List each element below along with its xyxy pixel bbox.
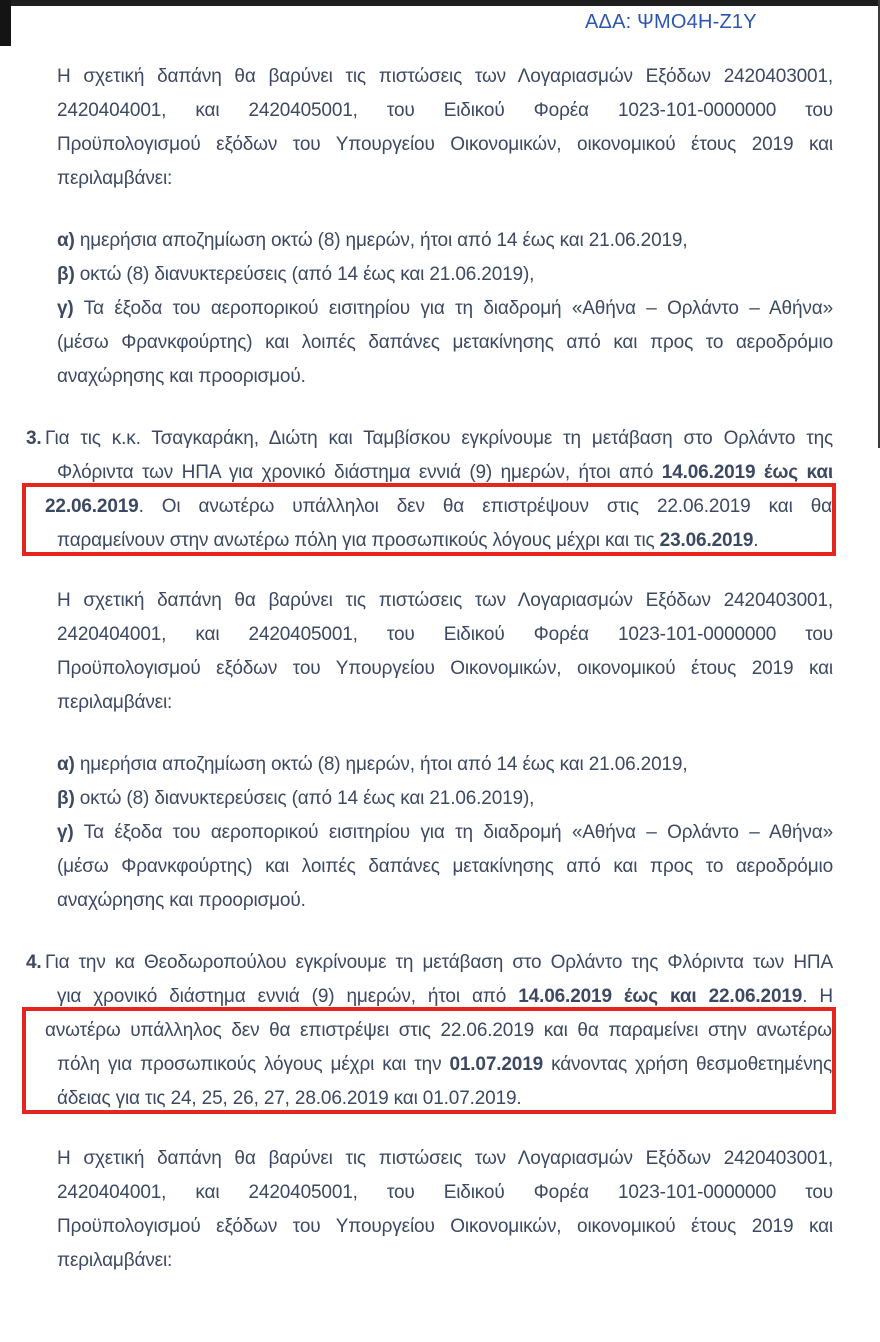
expense-paragraph-3: [57, 1142, 833, 1278]
text-line: Προϋπολογισμού εξόδων του Υπουργείου Οικονομικών, οικονομικού έτους 2019 και: [57, 134, 833, 155]
text-line: (μέσω Φρανκφούρτης) και λοιπές δαπάνες μετακίνησης από και προς το αεροδρόμιο: [57, 332, 833, 353]
red-highlight-box: [22, 483, 836, 556]
decision-item-4: [26, 946, 833, 1114]
text-line: Για τις κ.κ. Τσαγκαράκη, Διώτη και Ταμβίσκου εγκρίνουμε τη μετάβαση στο Ορλάντο της: [45, 428, 833, 449]
decision-item-3: [26, 422, 833, 556]
bold-text-run: 14.06.2019 έως και 22.06.2019: [518, 986, 803, 1007]
text-line: περιλαμβάνει:: [57, 168, 173, 189]
bold-text-run: β): [57, 264, 75, 285]
text-line: 22.06.2019. Οι ανωτέρω υπάλληλοι δεν θα επιστρέψουν στις 22.06.2019 και θα: [45, 496, 832, 517]
item-number: 3.: [26, 428, 42, 449]
text-line: Φλόριντα των ΗΠΑ για χρονικό διάστημα εννιά (9) ημερών, ήτοι από 14.06.2019 έως και: [57, 462, 833, 483]
item-number: 4.: [26, 952, 42, 973]
expense-paragraph-2: [57, 584, 833, 720]
bold-text-run: γ): [57, 298, 74, 319]
text-line: 2420404001, και 2420405001, του Ειδικού Φορέα 1023-101-0000000 του: [57, 624, 833, 645]
text-line: β) οκτώ (8) διανυκτερεύσεις (από 14 έως και 21.06.2019),: [57, 788, 535, 809]
text-line: περιλαμβάνει:: [57, 1250, 173, 1271]
bold-text-run: α): [57, 754, 75, 775]
bold-text-run: 22.06.2019: [45, 496, 139, 517]
ada-reference: ΑΔΑ: ΨΜΟ4Η-Ζ1Υ: [585, 11, 757, 33]
expense-paragraph-1: [57, 60, 833, 196]
bold-text-run: β): [57, 788, 75, 809]
text-line: β) οκτώ (8) διανυκτερεύσεις (από 14 έως και 21.06.2019),: [57, 264, 535, 285]
text-line: αναχώρησης και προορισμού.: [57, 890, 306, 911]
text-line: 2420404001, και 2420405001, του Ειδικού Φορέα 1023-101-0000000 του: [57, 100, 833, 121]
text-line: άδειας για τις 24, 25, 26, 27, 28.06.2019 και 01.07.2019.: [57, 1088, 522, 1109]
bold-text-run: 23.06.2019: [659, 530, 754, 551]
text-line: γ) Τα έξοδα του αεροπορικού εισιτηρίου για τη διαδρομή «Αθήνα – Ορλάντο – Αθήνα»: [57, 298, 833, 319]
text-line: για χρονικό διάστημα εννιά (9) ημερών, ήτοι από 14.06.2019 έως και 22.06.2019. Η: [57, 986, 833, 1007]
expense-items-list-1: [57, 224, 833, 394]
text-line: Για την κα Θεοδωροπούλου εγκρίνουμε τη μετάβαση στο Ορλάντο της Φλόριντα των ΗΠΑ: [45, 952, 833, 973]
text-line: Προϋπολογισμού εξόδων του Υπουργείου Οικονομικών, οικονομικού έτους 2019 και: [57, 658, 833, 679]
text-line: ανωτέρω υπάλληλος δεν θα επιστρέψει στις 22.06.2019 και θα παραμείνει στην ανωτέρω: [45, 1020, 832, 1041]
text-line: Προϋπολογισμού εξόδων του Υπουργείου Οικονομικών, οικονομικού έτους 2019 και: [57, 1216, 833, 1237]
text-line: γ) Τα έξοδα του αεροπορικού εισιτηρίου για τη διαδρομή «Αθήνα – Ορλάντο – Αθήνα»: [57, 822, 833, 843]
text-line: α) ημερήσια αποζημίωση οκτώ (8) ημερών, ήτοι από 14 έως και 21.06.2019,: [57, 230, 688, 251]
text-line: (μέσω Φρανκφούρτης) και λοιπές δαπάνες μετακίνησης από και προς το αεροδρόμιο: [57, 856, 833, 877]
text-line: Η σχετική δαπάνη θα βαρύνει τις πιστώσεις των Λογαριασμών Εξόδων 2420403001,: [57, 1148, 833, 1169]
text-line: παραμείνουν στην ανωτέρω πόλη για προσωπικούς λόγους μέχρι και τις 23.06.2019.: [57, 530, 759, 551]
bold-text-run: 14.06.2019 έως και: [661, 462, 833, 483]
text-line: Η σχετική δαπάνη θα βαρύνει τις πιστώσεις των Λογαριασμών Εξόδων 2420403001,: [57, 66, 833, 87]
text-line: α) ημερήσια αποζημίωση οκτώ (8) ημερών, ήτοι από 14 έως και 21.06.2019,: [57, 754, 688, 775]
text-line: αναχώρησης και προορισμού.: [57, 366, 306, 387]
text-line: πόλη για προσωπικούς λόγους μέχρι και την 01.07.2019 κάνοντας χρήση θεσμοθετημένης: [57, 1054, 832, 1075]
text-line: περιλαμβάνει:: [57, 692, 173, 713]
red-highlight-box: [22, 1007, 836, 1114]
bold-text-run: 01.07.2019: [449, 1054, 544, 1075]
expense-items-list-2: [57, 748, 833, 918]
bold-text-run: α): [57, 230, 75, 251]
document-body: [26, 60, 833, 1278]
text-line: 2420404001, και 2420405001, του Ειδικού Φορέα 1023-101-0000000 του: [57, 1182, 833, 1203]
text-line: Η σχετική δαπάνη θα βαρύνει τις πιστώσεις των Λογαριασμών Εξόδων 2420403001,: [57, 590, 833, 611]
bold-text-run: γ): [57, 822, 74, 843]
